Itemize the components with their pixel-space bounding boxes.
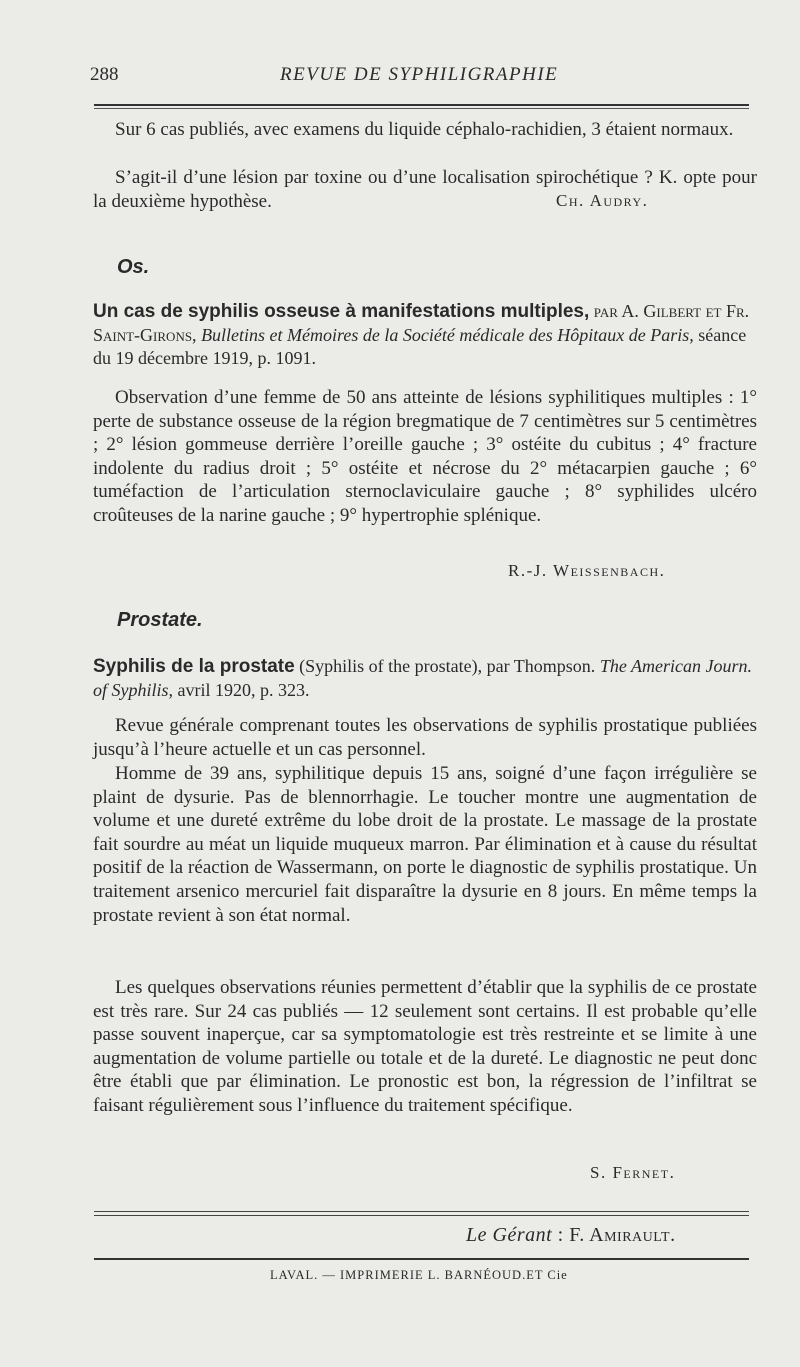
running-title: REVUE DE SYPHILIGRAPHIE xyxy=(280,64,559,85)
intro-paragraph-1: Sur 6 cas publiés, avec examens du liquide céphalo-rachidien, 3 étaient normaux. xyxy=(115,119,734,140)
article-title-os: Un cas de syphilis osseuse à manifestations multiples, xyxy=(93,301,590,322)
page-header xyxy=(90,64,752,94)
footer-rule-2 xyxy=(94,1215,749,1216)
section-heading-os: Os. xyxy=(117,256,150,278)
body-paragraph-prostate-1: Revue générale comprenant toutes les observations de syphilis prostatique publiées jusqu’à l’heure actuelle et un cas personnel. xyxy=(93,715,757,760)
section-heading-prostate: Prostate. xyxy=(117,609,203,631)
signature-audry: Ch. Audry. xyxy=(556,191,649,210)
article-journal-prostate: The American Journ. of Syphilis, xyxy=(93,656,752,700)
printer-imprint: LAVAL. — IMPRIMERIE L. BARNÉOUD.ET Cie xyxy=(270,1268,568,1282)
gerant-name: F. Amirault. xyxy=(569,1224,676,1246)
article-details-os: séance du 19 décembre 1919, p. 1091. xyxy=(93,324,747,369)
signature-fernet: S. Fernet. xyxy=(590,1163,676,1182)
article-title-prostate: Syphilis de la prostate xyxy=(93,656,295,677)
body-paragraph-prostate-2: Homme de 39 ans, syphilitique depuis 15 ans, soigné d’une façon irrégulière se plaint de dysurie. Pas de blennorrhagie. Le toucher montre une augmentation de volume et une dureté extrême du lobe droit de la prostate. Le massage de la prostate fait sourdre au méat un liquide muqueux marron. Par élimination et à cause du résultat positif de la réaction de Wassermann, on porte le diagnostic de syphilis prostatique. Un traitement arsenico mercuriel fait disparaître la dysurie en 8 jours. En même temps la prostate revient à son état normal. xyxy=(93,763,757,926)
body-paragraph-prostate-3: Les quelques observations réunies permettent d’établir que la syphilis de ce prostate est très rare. Sur 24 cas publiés — 12 seulement sont certains. Il est probable qu’elle passe souvent inaperçue, car sa symptomatologie est très restreinte et se limite à une augmentation de volume partielle ou totale et de la dureté. Le diagnostic ne peut donc être établi que par élimination. Le pronostic est bon, la régression de l’infiltrat se faisant régulièrement sous l’influence du traitement spécifique. xyxy=(93,977,757,1116)
article-reference-os xyxy=(93,300,757,371)
article-details-prostate: avril 1920, p. 323. xyxy=(177,679,310,700)
gerant-line xyxy=(466,1224,676,1247)
article-reference-prostate xyxy=(93,655,757,702)
intro-paragraph-2: S’agit-il d’une lésion par toxine ou d’une localisation spirochétique ? K. opte pour la deuxième hypothèse. xyxy=(93,167,757,212)
header-rule-thin xyxy=(94,108,749,109)
gerant-label: Le Gérant xyxy=(466,1224,553,1246)
header-rule xyxy=(94,104,749,106)
footer-rule xyxy=(94,1211,749,1212)
article-journal-os: Bulletins et Mémoires de la Société médicale des Hôpitaux de Paris, xyxy=(201,324,694,345)
signature-weissenbach: R.-J. Weissenbach. xyxy=(508,561,666,580)
footer-rule-3 xyxy=(94,1258,749,1260)
gerant-separator: : xyxy=(557,1224,564,1246)
body-paragraph-os: Observation d’une femme de 50 ans atteinte de lésions syphilitiques multiples : 1° perte de substance osseuse de la région bregmatique de 7 centimètres sur 5 centimètres ; 2° lésion gommeuse derrière l’oreille gauche ; 3° ostéite du cubitus ; 4° fracture indolente du radius droit ; 5° ostéite et nécrose du 2° métacarpien gauche ; 6° tuméfaction de l’articulation sternoclaviculaire gauche ; 8° syphilides ulcéro croûteuses de la narine gauche ; 9° hypertrophie splénique. xyxy=(93,387,757,526)
article-subtitle-prostate: (Syphilis of the prostate), par Thompson. xyxy=(299,656,596,676)
page-number: 288 xyxy=(90,64,119,85)
article-authors-os: par A. Gilbert et Fr. Saint-Girons, xyxy=(93,301,750,345)
